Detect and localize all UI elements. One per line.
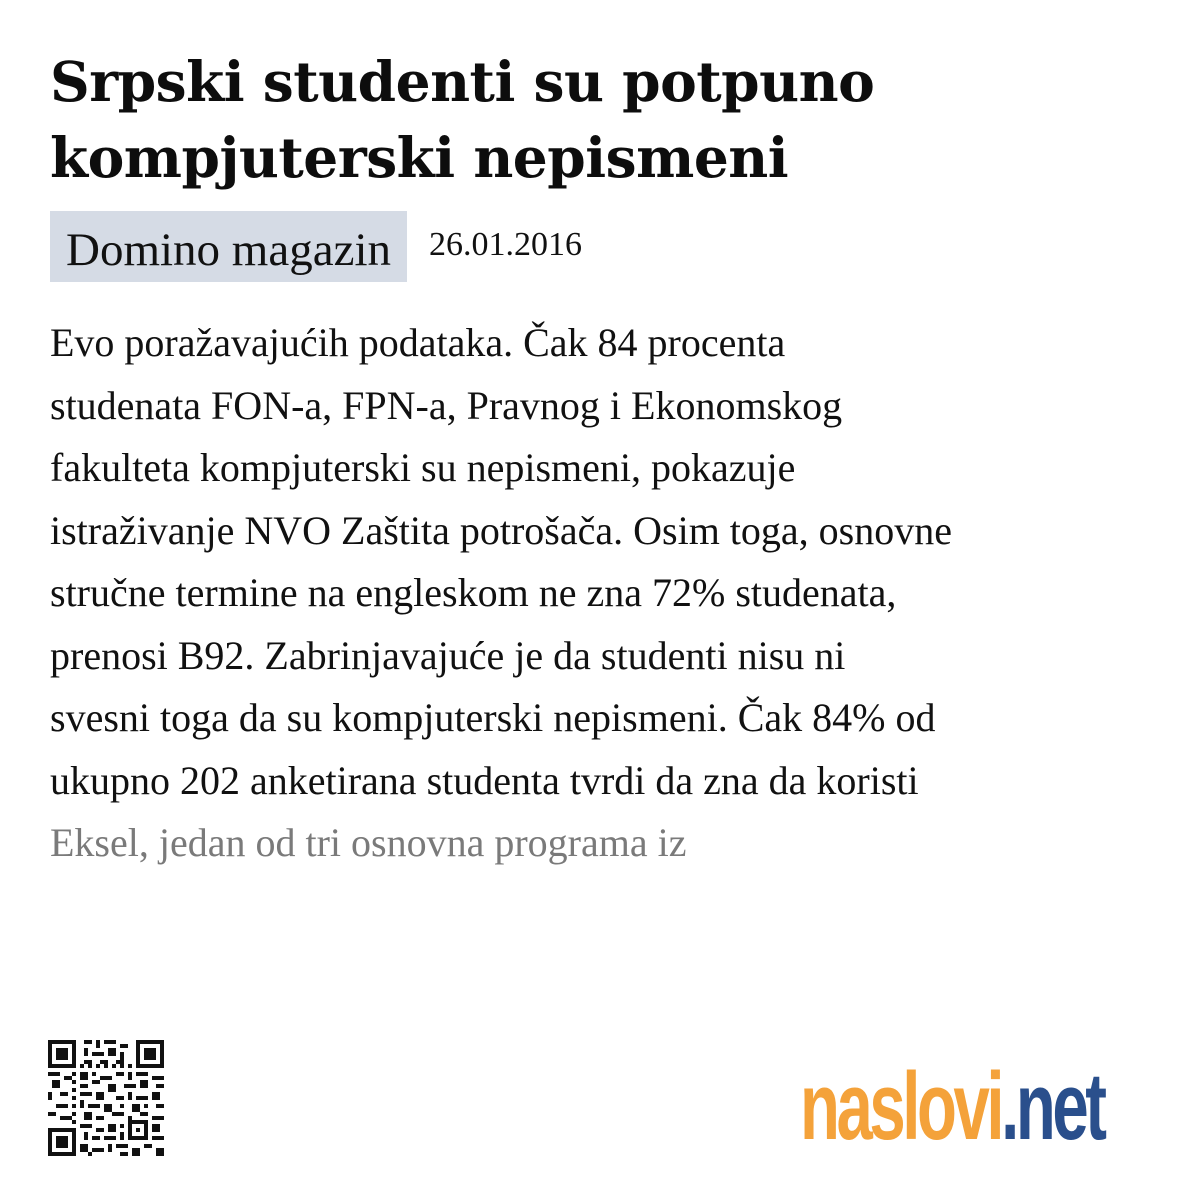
body-line: prenosi B92. Zabrinjavajuće je da studenti nisu ni xyxy=(50,632,846,678)
body-line: fakulteta kompjuterski su nepismeni, pokazuje xyxy=(50,445,796,490)
article-title: Srpski studenti su potpuno kompjuterski nepismeni xyxy=(50,49,875,190)
body-line: svesni toga da su kompjuterski nepismeni. Čak 84% od xyxy=(50,695,936,740)
body-line: istraživanje NVO Zaštita potrošača. Osim toga, osnovne xyxy=(50,507,952,553)
body-line: Evo poražavajućih podataka. Čak 84 procenta xyxy=(50,320,786,365)
article-body xyxy=(50,312,1170,875)
body-line: stručne termine na engleskom ne zna 72% studenata, xyxy=(50,570,897,615)
naslovi-net-logo[interactable] xyxy=(800,1052,1104,1162)
source-badge[interactable]: Domino magazin xyxy=(50,211,407,282)
article-date: 26.01.2016 xyxy=(429,226,583,263)
body-line: ukupno 202 anketirana studenta tvrdi da zna da koristi xyxy=(50,757,919,803)
logo-text-part2: .net xyxy=(1001,1053,1104,1160)
logo-text-part1: naslovi xyxy=(800,1053,1002,1160)
body-line: studenata FON-a, FPN-a, Pravnog i Ekonomskog xyxy=(50,382,843,428)
qr-code-icon[interactable] xyxy=(48,1040,164,1156)
article-meta xyxy=(50,211,582,282)
body-line-faded: Eksel, jedan od tri osnovna programa iz xyxy=(50,820,687,865)
